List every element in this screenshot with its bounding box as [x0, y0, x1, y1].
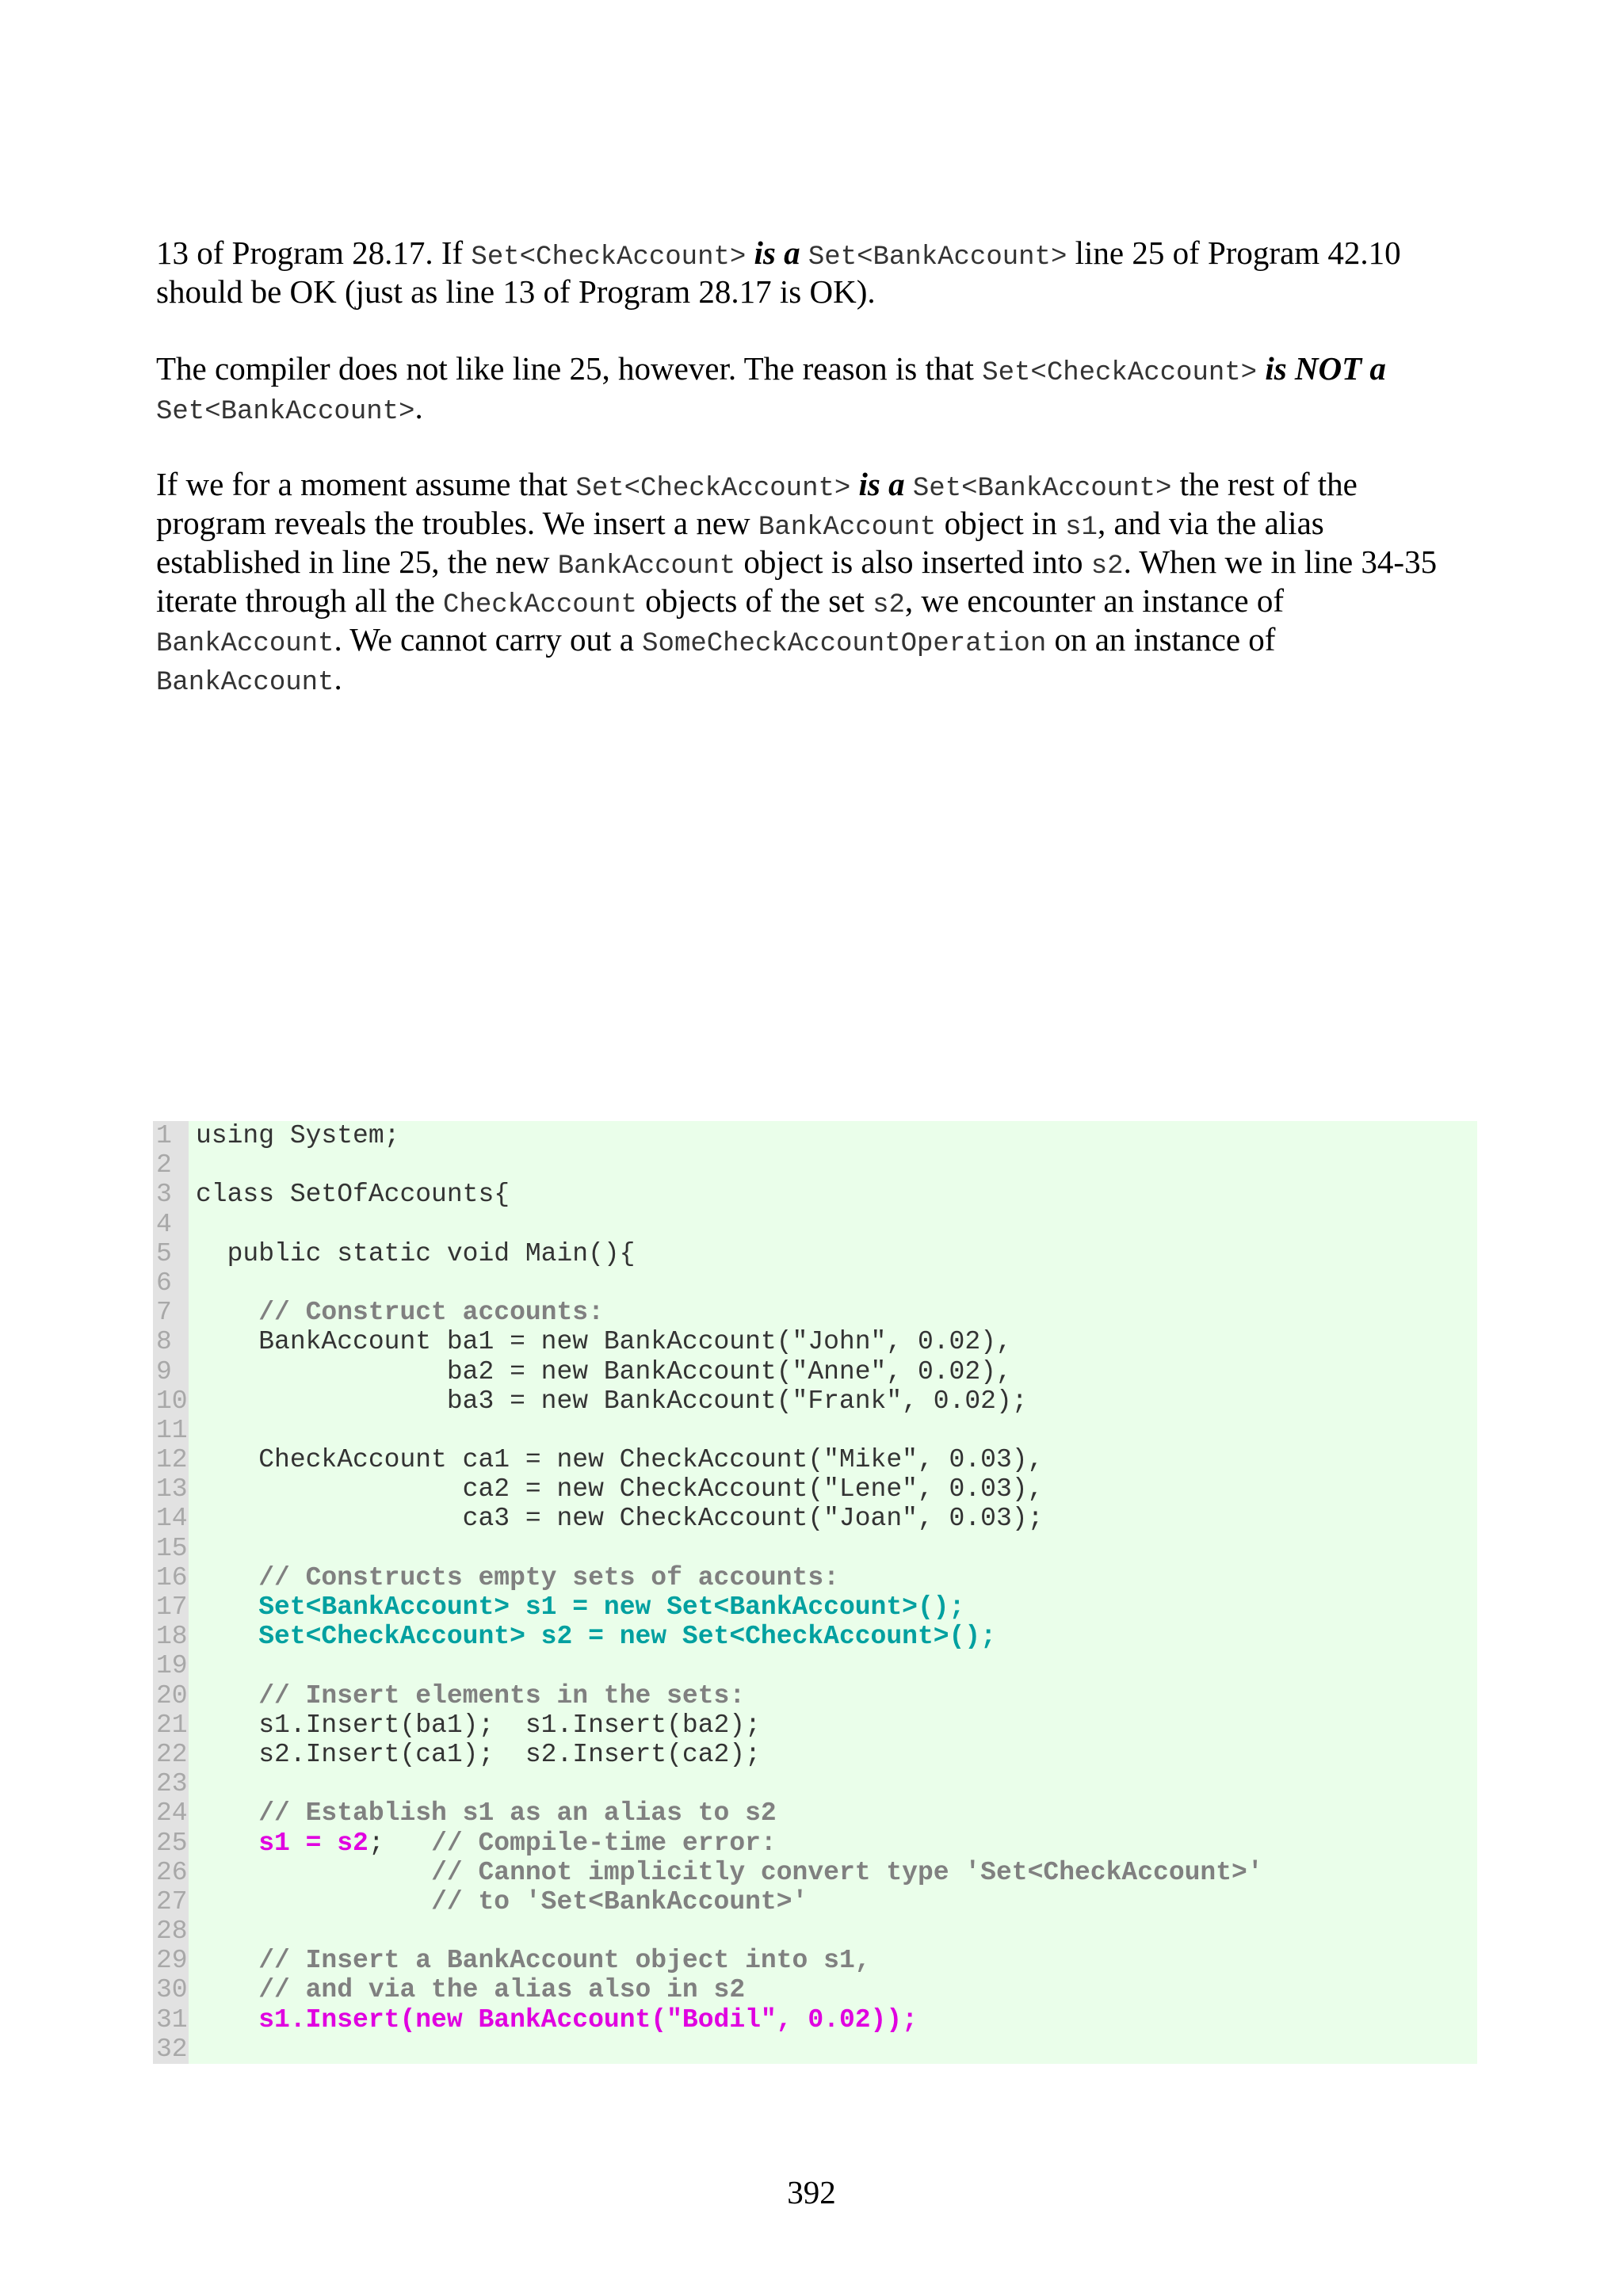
text-run: , we encounter an instance of	[904, 582, 1285, 619]
code-line	[153, 1504, 1477, 1533]
code-text	[189, 1798, 777, 1828]
code-line	[153, 1357, 1477, 1386]
code-token: BankAccount ba1 = new BankAccount("John", 0.02),	[196, 1327, 1012, 1357]
code-token	[196, 1887, 431, 1917]
code-text	[189, 1357, 1012, 1386]
code-token: ca3 = new CheckAccount("Joan", 0.03);	[196, 1504, 1044, 1534]
inline-code: s1	[1065, 513, 1098, 543]
code-highlight-magenta: s1 = s2	[258, 1828, 369, 1858]
code-line	[153, 1150, 1477, 1180]
text-line	[156, 465, 1487, 504]
line-number: 5	[153, 1239, 189, 1268]
line-number: 9	[153, 1357, 189, 1386]
code-token	[196, 1592, 258, 1622]
code-highlight-teal: Set<BankAccount> s1 = new Set<BankAccount>();	[258, 1592, 965, 1622]
text-run: objects of the set	[636, 582, 873, 619]
line-number: 16	[153, 1563, 189, 1592]
line-number: 4	[153, 1210, 189, 1239]
text-run: If we for a moment assume that	[156, 466, 576, 502]
code-line	[153, 1711, 1477, 1740]
code-token: ba3 = new BankAccount("Frank", 0.02);	[196, 1386, 1028, 1416]
code-line	[153, 1239, 1477, 1268]
text-run: The compiler does not like line 25, however. The reason is that	[156, 350, 983, 387]
code-line	[153, 1121, 1477, 1150]
text-run: line 25 of Program 42.10	[1067, 235, 1401, 271]
text-run: should be OK (just as line 13 of Program 28.17 is OK).	[156, 273, 876, 310]
code-token: ba2 = new BankAccount("Anne", 0.02),	[196, 1356, 1012, 1386]
code-token: public static void Main(){	[196, 1238, 636, 1268]
code-text	[189, 1887, 808, 1917]
code-token: class SetOfAccounts{	[196, 1180, 510, 1210]
code-token	[196, 1858, 431, 1887]
line-number: 8	[153, 1327, 189, 1356]
code-comment: // Constructs empty sets of accounts:	[258, 1562, 839, 1592]
code-token	[196, 1622, 258, 1651]
paragraph	[156, 465, 1487, 698]
line-number: 28	[153, 1917, 189, 1946]
code-line	[153, 1592, 1477, 1622]
code-line	[153, 1917, 1477, 1946]
code-line	[153, 1829, 1477, 1858]
text-run: 13 of Program 28.17. If	[156, 235, 472, 271]
code-text	[189, 1711, 761, 1740]
code-text	[189, 1150, 196, 1180]
inline-code: BankAccount	[758, 513, 937, 543]
code-text	[189, 1534, 196, 1563]
text-line	[156, 388, 1487, 427]
line-number: 14	[153, 1504, 189, 1533]
text-run: . When we in line 34-35	[1123, 543, 1438, 580]
code-line	[153, 1445, 1477, 1474]
text-run: iterate through all the	[156, 582, 444, 619]
inline-code: s2	[873, 590, 905, 620]
line-number: 26	[153, 1858, 189, 1887]
code-token	[196, 2005, 258, 2035]
code-token	[196, 1798, 258, 1828]
code-line	[153, 1180, 1477, 1209]
line-number: 13	[153, 1474, 189, 1504]
text-line	[156, 620, 1487, 659]
text-run: object is also inserted into	[735, 543, 1091, 580]
inline-code: SomeCheckAccountOperation	[642, 629, 1047, 659]
code-line	[153, 2035, 1477, 2064]
paragraph	[156, 234, 1487, 311]
code-text	[189, 1858, 1263, 1887]
line-number: 7	[153, 1298, 189, 1327]
text-run	[800, 235, 808, 271]
code-text	[189, 1386, 1028, 1416]
code-line	[153, 1563, 1477, 1592]
text-run: program reveals the troubles. We insert a new	[156, 505, 758, 541]
line-number: 17	[153, 1592, 189, 1622]
code-line	[153, 1769, 1477, 1798]
line-number: 12	[153, 1445, 189, 1474]
code-text	[189, 1946, 871, 1975]
text-run	[850, 466, 858, 502]
line-number: 10	[153, 1386, 189, 1416]
code-line	[153, 1681, 1477, 1711]
code-token: s1.Insert(ba1); s1.Insert(ba2);	[196, 1710, 761, 1740]
line-number: 3	[153, 1180, 189, 1209]
code-line	[153, 1975, 1477, 2004]
line-number: 1	[153, 1121, 189, 1150]
line-number: 2	[153, 1150, 189, 1180]
code-token	[196, 1298, 258, 1327]
code-token: using System;	[196, 1121, 400, 1150]
code-text	[189, 1121, 399, 1150]
code-token	[196, 1681, 258, 1711]
code-text	[189, 1651, 196, 1680]
code-text	[189, 1829, 777, 1858]
code-line	[153, 1474, 1477, 1504]
emphasis-text: is a	[858, 466, 905, 502]
inline-code: Set<CheckAccount>	[575, 474, 851, 504]
line-number: 11	[153, 1416, 189, 1445]
line-number: 29	[153, 1946, 189, 1975]
body-text	[156, 234, 1487, 736]
text-run	[746, 235, 754, 271]
code-text	[189, 2035, 196, 2064]
code-line	[153, 1858, 1477, 1887]
text-line	[156, 234, 1487, 273]
code-text	[189, 1740, 761, 1769]
inline-code: BankAccount	[557, 551, 736, 582]
code-token	[196, 1563, 258, 1592]
inline-code: Set<BankAccount>	[808, 242, 1067, 273]
code-line	[153, 1887, 1477, 1917]
code-token	[196, 1975, 258, 2004]
code-text	[189, 1416, 196, 1445]
code-line	[153, 1651, 1477, 1680]
inline-code: Set<BankAccount>	[912, 474, 1172, 504]
code-comment: // to 'Set<BankAccount>'	[431, 1886, 808, 1917]
line-number: 27	[153, 1887, 189, 1917]
code-line	[153, 2005, 1477, 2035]
line-number: 23	[153, 1769, 189, 1798]
code-text	[189, 1474, 1043, 1504]
code-comment: // Construct accounts:	[258, 1298, 604, 1328]
text-run: on an instance of	[1046, 621, 1276, 658]
text-run: object in	[936, 505, 1066, 541]
code-token: CheckAccount ca1 = new CheckAccount("Mike", 0.03),	[196, 1445, 1044, 1475]
line-number: 15	[153, 1534, 189, 1563]
text-line	[156, 582, 1487, 620]
text-run: .	[414, 389, 423, 425]
code-highlight-teal: Set<CheckAccount> s2 = new Set<CheckAccount>();	[258, 1622, 996, 1652]
text-line	[156, 543, 1487, 582]
code-line	[153, 1268, 1477, 1298]
code-token: ca2 = new CheckAccount("Lene", 0.03),	[196, 1474, 1044, 1505]
code-text	[189, 2005, 918, 2035]
emphasis-text: is NOT a	[1265, 350, 1386, 387]
code-text	[189, 1298, 604, 1327]
inline-code: BankAccount	[156, 629, 334, 659]
text-line	[156, 504, 1487, 543]
code-highlight-magenta: s1.Insert(new BankAccount("Bodil", 0.02));	[258, 2004, 918, 2035]
code-line	[153, 1622, 1477, 1651]
code-line	[153, 1798, 1477, 1828]
code-text	[189, 1622, 996, 1651]
code-text	[189, 1268, 196, 1298]
code-token	[196, 1829, 258, 1858]
code-text	[189, 1210, 196, 1239]
code-text	[189, 1917, 196, 1946]
line-number: 25	[153, 1829, 189, 1858]
code-comment: // Insert a BankAccount object into s1,	[258, 1946, 871, 1976]
text-run: . We cannot carry out a	[334, 621, 643, 658]
inline-code: BankAccount	[156, 668, 334, 698]
code-token: s2.Insert(ca1); s2.Insert(ca2);	[196, 1739, 761, 1769]
code-text	[189, 1681, 745, 1711]
code-text	[189, 1592, 964, 1622]
code-text	[189, 1504, 1043, 1533]
text-run: .	[334, 660, 342, 696]
text-run: , and via the alias	[1097, 505, 1324, 541]
emphasis-text: is a	[754, 235, 800, 271]
code-line	[153, 1327, 1477, 1356]
code-text	[189, 1180, 510, 1209]
code-text	[189, 1563, 839, 1592]
code-line	[153, 1534, 1477, 1563]
line-number: 20	[153, 1681, 189, 1711]
code-token: ;	[368, 1828, 432, 1858]
text-line	[156, 273, 1487, 311]
line-number: 24	[153, 1798, 189, 1828]
code-line	[153, 1210, 1477, 1239]
code-comment: // Compile-time error:	[431, 1828, 777, 1858]
code-line	[153, 1946, 1477, 1975]
line-number: 30	[153, 1975, 189, 2004]
text-run	[905, 466, 913, 502]
code-text	[189, 1975, 745, 2004]
code-line	[153, 1298, 1477, 1327]
code-text	[189, 1327, 1012, 1356]
page-number: 392	[787, 2174, 836, 2210]
inline-code: Set<CheckAccount>	[471, 242, 747, 273]
line-number: 19	[153, 1651, 189, 1680]
inline-code: Set<CheckAccount>	[982, 358, 1258, 388]
paragraph	[156, 349, 1487, 427]
code-line	[153, 1386, 1477, 1416]
text-run: the rest of the	[1171, 466, 1358, 502]
line-number: 18	[153, 1622, 189, 1651]
inline-code: s2	[1090, 551, 1124, 582]
code-line	[153, 1416, 1477, 1445]
line-number: 21	[153, 1711, 189, 1740]
code-line	[153, 1740, 1477, 1769]
code-listing	[153, 1121, 1477, 2064]
code-text	[189, 1239, 636, 1268]
code-comment: // Cannot implicitly convert type 'Set<CheckAccount>'	[431, 1857, 1263, 1887]
code-comment: // and via the alias also in s2	[258, 1975, 746, 2005]
inline-code: Set<BankAccount>	[156, 397, 415, 427]
code-comment: // Insert elements in the sets:	[258, 1680, 746, 1711]
text-line	[156, 349, 1487, 388]
inline-code: CheckAccount	[443, 590, 637, 620]
code-text	[189, 1769, 196, 1798]
line-number: 32	[153, 2035, 189, 2064]
code-comment: // Establish s1 as an alias to s2	[258, 1798, 777, 1829]
line-number: 6	[153, 1268, 189, 1298]
text-run: established in line 25, the new	[156, 543, 558, 580]
code-token	[196, 1946, 258, 1975]
line-number: 31	[153, 2005, 189, 2035]
code-text	[189, 1445, 1043, 1474]
text-line	[156, 659, 1487, 698]
text-run	[1257, 350, 1265, 387]
line-number: 22	[153, 1740, 189, 1769]
